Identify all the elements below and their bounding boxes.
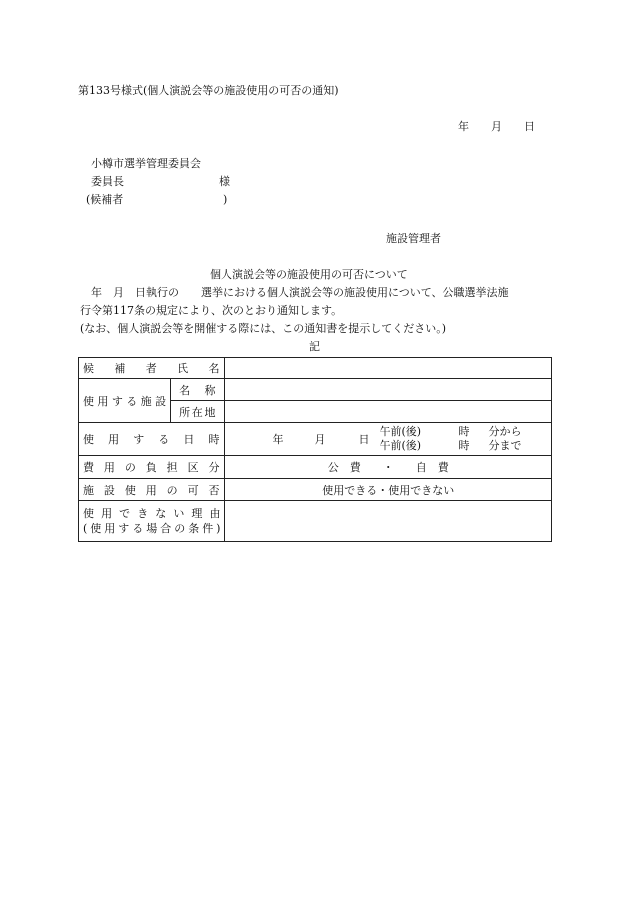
dt-day: 日 [358,433,370,446]
label-cost: 費用の負担区分 [79,456,225,479]
body-paragraph-line1: 年 月 日執行の 選挙における個人演説会等の施設使用について、公職選挙法施 [80,286,509,299]
subject-line: 個人演説会等の施設使用の可否について [210,268,408,281]
label-datetime: 使用する日時 [79,423,225,456]
addressee-org: 小樽市選挙管理委員会 [91,157,201,170]
dt-minute-to: 分まで [488,439,522,452]
dt-ampm-end: 午前(後) [379,439,422,452]
label-availability: 施設使用の可否 [79,479,225,501]
value-datetime [225,423,552,456]
body-note: (なお、個人演説会等を開催する際には、この通知書を提示してください。) [80,322,447,335]
value-reason [225,501,552,542]
addressee-chair: 委員長 [91,175,124,188]
dt-minute-from: 分から [488,425,522,438]
table-row [79,479,552,501]
value-availability: 使用できる・使用できない [225,479,552,501]
dt-ampm-group [379,425,429,453]
value-candidate-name [225,358,552,379]
table-row [79,423,552,456]
table-row [79,456,552,479]
label-facility-location: 所在地 [171,401,225,423]
value-cost: 公 費 ・ 自 費 [225,456,552,479]
table-row [79,379,552,401]
dt-minute-group [469,425,521,453]
dt-year: 年 [272,433,284,446]
dt-hour-group [429,425,469,453]
label-reason [79,501,225,542]
dt-month: 月 [314,433,326,446]
date-line: 年 月 日 [458,120,535,133]
candidate-close: ) [223,193,228,206]
value-facility-name [225,379,552,401]
label-facility: 使用する施設 [79,379,171,423]
sender-title: 施設管理者 [386,232,441,245]
notice-table [78,357,552,542]
label-candidate-name: 候補者氏名 [79,358,225,379]
dt-hour-end: 時 [458,439,470,452]
dt-hour-start: 時 [458,425,470,438]
ki-heading: 記 [309,340,320,353]
label-facility-name: 名称 [171,379,225,401]
dt-ampm-start: 午前(後) [379,425,422,438]
label-reason-line1: 使用できない理由 [83,507,221,520]
form-title: 第133号様式(個人演説会等の施設使用の可否の通知) [78,84,339,97]
addressee-honorific: 様 [219,175,230,188]
value-facility-location [225,401,552,423]
candidate-open: (候補者 [86,193,124,206]
table-row [79,358,552,379]
table-row [79,501,552,542]
label-reason-line2: (使用する場合の条件) [83,522,221,535]
body-paragraph-line2: 行令第117条の規定により、次のとおり通知します。 [80,304,343,317]
datetime-fields [225,424,551,455]
